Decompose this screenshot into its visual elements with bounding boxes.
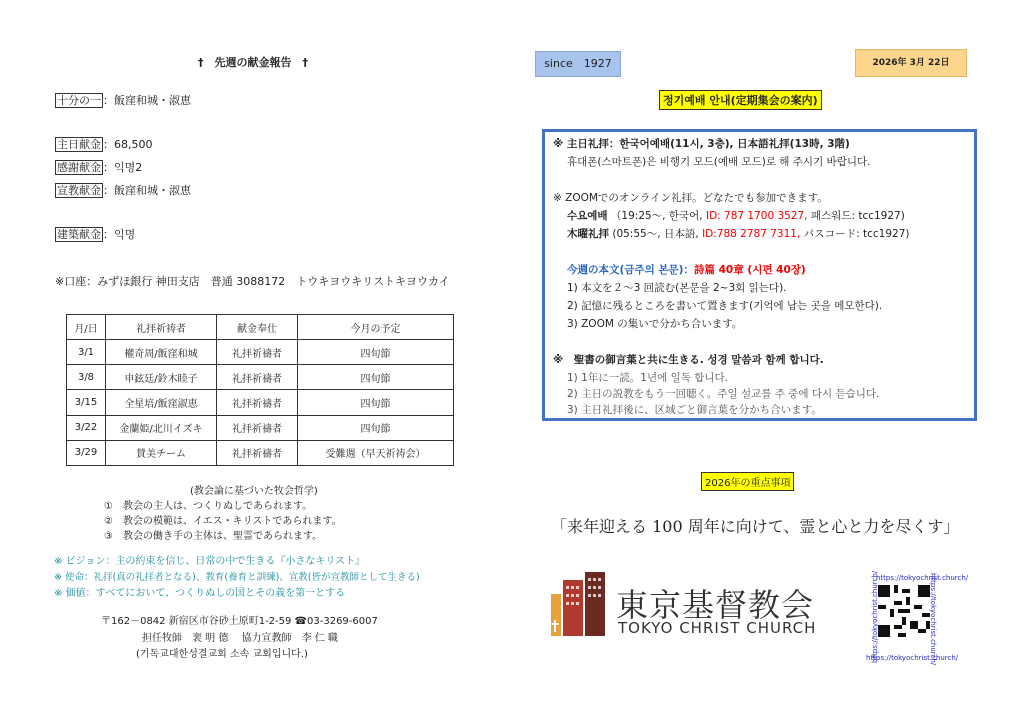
bible-item-1: 1) 1年に一読。1년에 일독 합니다.	[567, 372, 728, 384]
cell: 3/15	[67, 390, 106, 415]
zoom-line: ※ ZOOMでのオンライン礼拝。どなたでも参加できます。	[553, 192, 828, 204]
motto: 「来年迎える 100 周年に向けて、霊と心と力を尽くす」	[551, 517, 960, 536]
building-label: 建築献金	[57, 228, 101, 241]
cell: 礼拝祈禱者	[217, 440, 298, 465]
church-address: 〒162－0842 新宿区市谷砂土原町1-2-59 ☎03-3269-6007	[101, 616, 378, 627]
cell: 3/8	[67, 365, 106, 390]
schedule-table	[66, 314, 454, 466]
bible-life-line: ※ 聖書の御言葉と共に生きる. 성경 말씀과 함께 합니다.	[553, 354, 824, 366]
focus-title: 2026年の重点事項	[701, 472, 794, 491]
qr-url-bottom: https://tokyochrist.church/	[866, 654, 959, 662]
sunday-service-line: ※ 主日礼拝：한국어예배(11시, 3층), 日本語礼拝(13時, 3階)	[553, 138, 850, 150]
cell: 受難週（早天祈祷会）	[298, 440, 454, 465]
table-row	[67, 415, 454, 440]
thanks-row	[55, 159, 142, 175]
values-line: ※ 価値：すべてにおいて、つくりぬしの国とその義を第一とする	[54, 588, 346, 599]
table-row	[67, 440, 454, 465]
cell: 礼拝祈禱者	[217, 365, 298, 390]
col-offering: 献金奉仕	[217, 315, 298, 340]
thanks-value: ：익명2	[103, 161, 143, 174]
cell: 四旬節	[298, 340, 454, 365]
philosophy-item: ② 教会の模範は、イエス・キリストであられます。	[104, 516, 342, 527]
wednesday-zoom-id: ID: 787 1700 3527,	[705, 210, 808, 222]
offering-report-title: † 先週の献金報告 †	[198, 56, 308, 69]
building-row	[55, 226, 135, 242]
bible-item-3: 3) 主日礼拝後に、区域ごと御言葉を分かち合います。	[567, 404, 822, 416]
col-plan: 今月の予定	[298, 315, 454, 340]
mission-value: ：飯窪和城・淑恵	[103, 184, 191, 197]
qr-url-right: https://tokyochrist.church/	[929, 573, 937, 666]
table-row	[67, 390, 454, 415]
wednesday-label: 수요예배	[567, 210, 608, 222]
church-logo-icon	[551, 572, 605, 636]
qr-url-left: https://tokyochrist.church/	[871, 570, 879, 663]
cell: 四旬節	[298, 365, 454, 390]
step-2: 2) 記憶に残るところを書いて置きます(기억에 남는 곳을 메모한다).	[567, 300, 883, 312]
philosophy-item: ③ 教会の働き手の主体は、聖霊であられます。	[104, 531, 323, 542]
service-guide-title: 정기예배 안내(定期集会の案内)	[659, 90, 822, 110]
table-header-row	[67, 315, 454, 340]
tithe-label: 十分の一	[57, 94, 101, 107]
cell: 全星培/飯窪淑恵	[106, 390, 217, 415]
cell: 權奇周/飯窪和城	[106, 340, 217, 365]
wednesday-password: 패스워드: tcc1927)	[810, 210, 905, 222]
weekly-text-value: 詩篇 40章 (시편 40장)	[693, 264, 806, 276]
step-1: 1) 本文を２～3 回読む(본문을 2~3회 읽는다).	[567, 282, 787, 294]
wednesday-time: （19:25～, 한국어,	[610, 210, 703, 222]
table-row	[67, 365, 454, 390]
sunday-row	[55, 136, 153, 152]
thursday-label: 木曜礼拝	[567, 228, 609, 240]
pastors-line: 担任牧師 裵 明 德 協力宣教師 李 仁 職	[142, 633, 338, 644]
thursday-time: (05:55～, 日本語,	[612, 228, 699, 240]
service-info-box	[542, 129, 977, 421]
cell: 賛美チーム	[106, 440, 217, 465]
cell: 四旬節	[298, 390, 454, 415]
thursday-service	[567, 226, 909, 241]
thanks-label: 感謝献金	[57, 161, 101, 174]
tithe-value: ：飯窪和城・淑恵	[103, 94, 191, 107]
qr-url-frame	[860, 570, 969, 666]
step-3: 3) ZOOM の集いで分かち合います。	[567, 318, 743, 330]
philosophy-title: (教会論に基づいた牧会哲学)	[190, 486, 318, 497]
cell: 礼拝祈禱者	[217, 340, 298, 365]
mission-row	[55, 182, 191, 198]
col-date: 月/日	[67, 315, 106, 340]
since-badge: since 1927	[535, 51, 621, 77]
building-value: ：익명	[103, 228, 136, 241]
logo-english: TOKYO CHRIST CHURCH	[618, 619, 817, 637]
philosophy-item: ① 教会の主人は、つくりぬしであられます。	[104, 501, 313, 512]
logo-japanese: 東京基督教会	[616, 586, 815, 624]
thursday-zoom-id: ID:788 2787 7311,	[702, 228, 801, 240]
sunday-value: ：68,500	[103, 138, 153, 151]
bible-item-2: 2) 主日の説教をもう一回聴く。주일 설교를 주 중에 다시 듣습니다.	[567, 388, 880, 400]
weekly-text-line	[567, 262, 806, 277]
mission-statement: ※ 使命：礼拝(真の礼拝者となる)、教育(養育と訓練)、宣教(皆が宣教師として生きる)	[54, 572, 420, 583]
wednesday-service	[567, 208, 905, 223]
cell: 礼拝祈禱者	[217, 390, 298, 415]
date-badge: 2026年 3月 22日	[855, 49, 967, 77]
cell: 四旬節	[298, 415, 454, 440]
sunday-label: 主日献金	[57, 138, 101, 151]
phone-notice: 휴대폰(스마트폰)은 비행기 모드(예배 모드)로 해 주시기 바랍니다.	[567, 156, 871, 168]
cell: 3/29	[67, 440, 106, 465]
col-prayer: 礼拝祈祷者	[106, 315, 217, 340]
cell: 礼拝祈禱者	[217, 415, 298, 440]
cell: 金蘭姫/北川イズキ	[106, 415, 217, 440]
weekly-text-label: 今週の本文(금주의 본문)：	[567, 264, 694, 276]
thursday-passcode: パスコード: tcc1927)	[803, 228, 910, 240]
cell: 申鉉廷/鈴木睦子	[106, 365, 217, 390]
tithe-row	[55, 92, 191, 108]
table-row	[67, 340, 454, 365]
mission-label: 宣教献金	[57, 184, 101, 197]
affiliation-line: (기독교대한성결교회 소속 교회입니다.)	[136, 649, 308, 660]
cell: 3/1	[67, 340, 106, 365]
bank-account: ※口座：みずほ銀行 神田支店 普通 3088172 トウキヨウキリストキヨウカイ	[55, 275, 450, 288]
qr-url-top: https://tokyochrist.church/	[876, 574, 969, 582]
vision-line: ※ ビジョン：主の約束を信じ、日常の中で生きる『小さなキリスト』	[54, 556, 366, 567]
cell: 3/22	[67, 415, 106, 440]
